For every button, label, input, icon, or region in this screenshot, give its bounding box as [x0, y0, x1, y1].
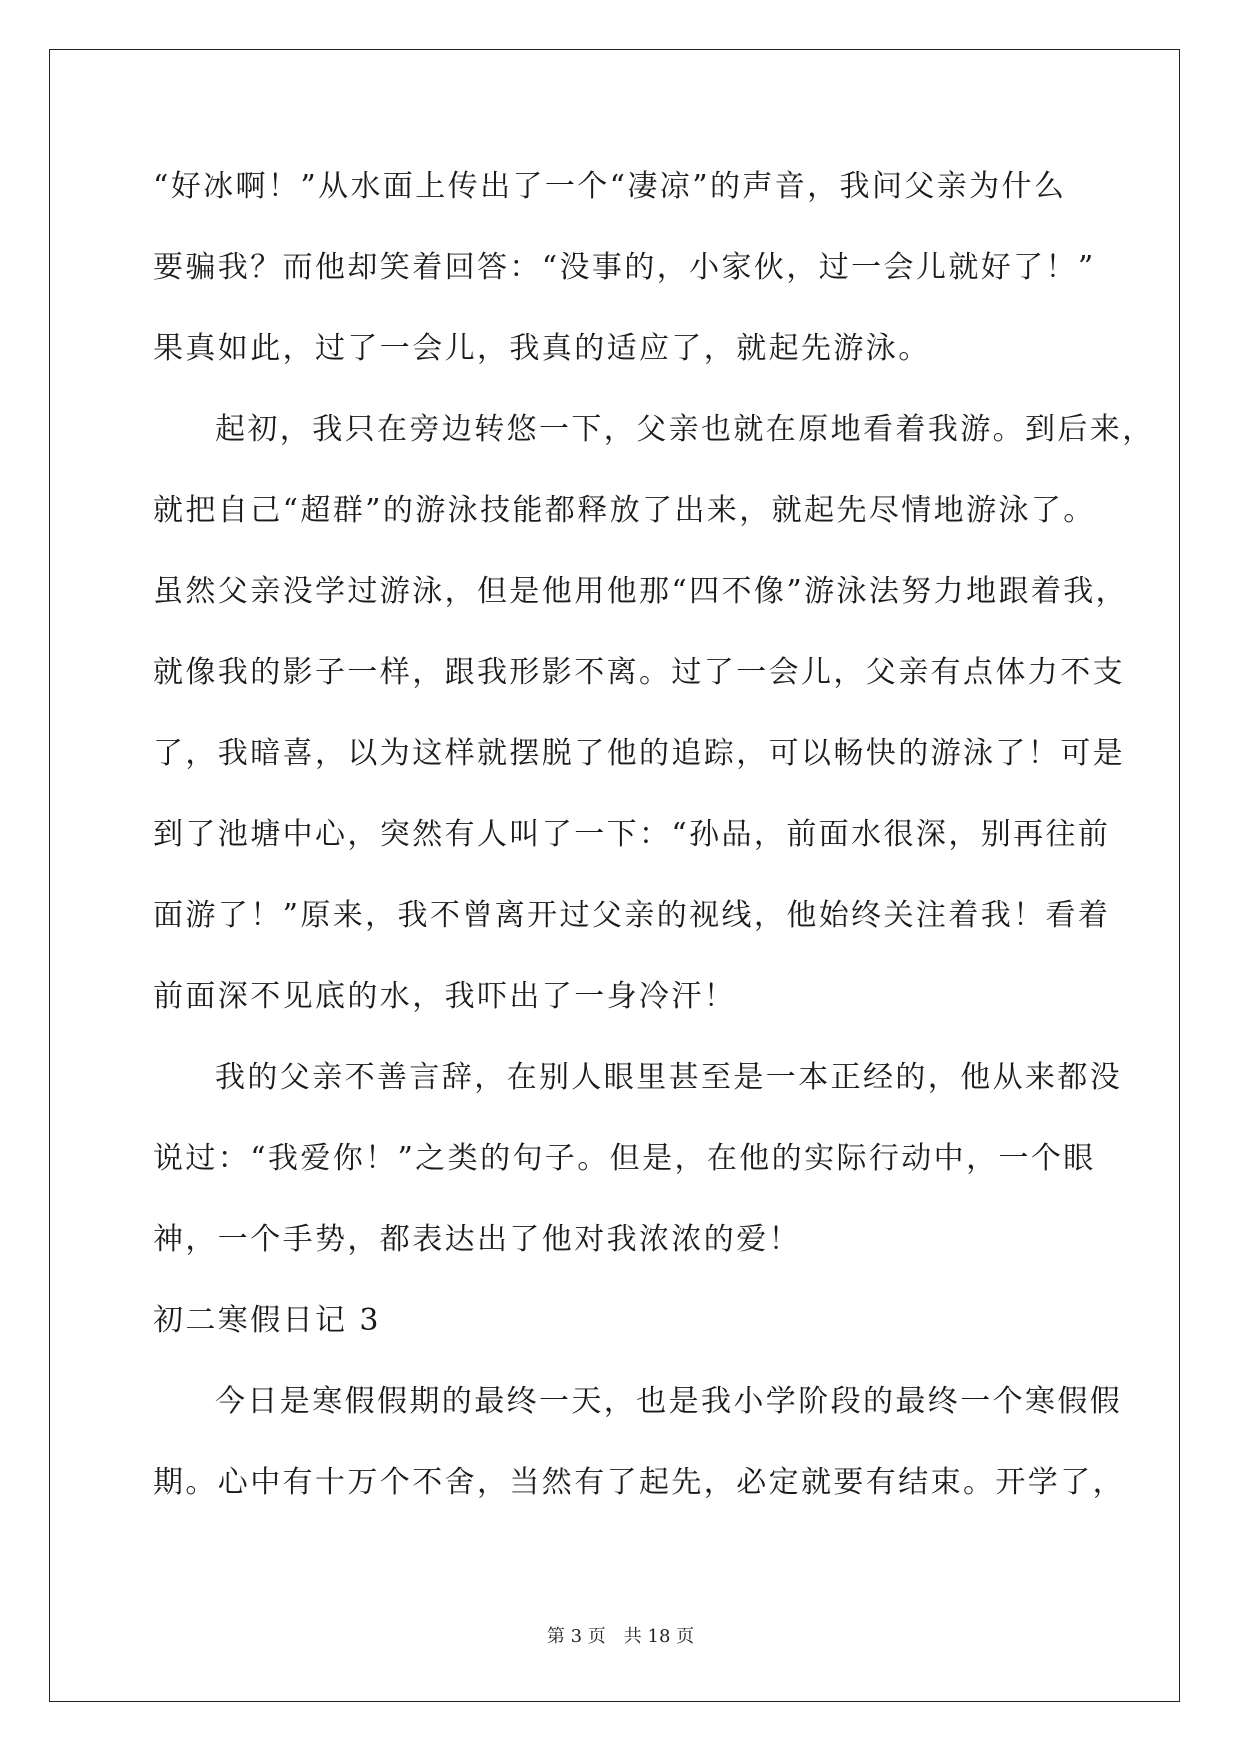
text-line: 果真如此，过了一会儿，我真的适应了，就起先游泳。	[153, 331, 931, 366]
text-line: 前面深不见底的水，我吓出了一身冷汗！	[153, 979, 737, 1014]
document-body	[153, 160, 1155, 1537]
paragraph-start-line: 今日是寒假假期的最终一天，也是我小学阶段的最终一个寒假假	[215, 1384, 1123, 1419]
text-line: 要骗我？而他却笑着回答：“没事的，小家伙，过一会儿就好了！”	[153, 250, 1096, 285]
text-line: 说过：“我爱你！”之类的句子。但是，在他的实际行动中，一个眼	[153, 1141, 1096, 1176]
text-line: 到了池塘中心，突然有人叫了一下：“孙品，前面水很深，别再往前	[153, 817, 1111, 852]
text-line: “好冰啊！”从水面上传出了一个“凄凉”的声音，我问父亲为什么	[153, 169, 1067, 204]
paragraph-start-line: 我的父亲不善言辞，在别人眼里甚至是一本正经的，他从来都没	[215, 1060, 1123, 1095]
page-number-footer: 第 3 页 共 18 页	[546, 1626, 695, 1647]
text-line: 就把自己“超群”的游泳技能都释放了出来，就起先尽情地游泳了。	[153, 493, 1096, 528]
text-line: 虽然父亲没学过游泳，但是他用他那“四不像”游泳法努力地跟着我，	[153, 574, 1129, 609]
text-line: 就像我的影子一样，跟我形影不离。过了一会儿，父亲有点体力不支	[153, 655, 1125, 690]
text-line: 期。心中有十万个不舍，当然有了起先，必定就要有结束。开学了，	[153, 1465, 1125, 1500]
text-line: 神，一个手势，都表达出了他对我浓浓的爱！	[153, 1222, 801, 1257]
section-heading: 初二寒假日记 3	[153, 1303, 381, 1338]
text-line: 了，我暗喜，以为这样就摆脱了他的追踪，可以畅快的游泳了！可是	[153, 736, 1125, 771]
paragraph-start-line: 起初，我只在旁边转悠一下，父亲也就在原地看着我游。到后来，	[215, 412, 1155, 447]
text-line: 面游了！”原来，我不曾离开过父亲的视线，他始终关注着我！看着	[153, 898, 1111, 933]
